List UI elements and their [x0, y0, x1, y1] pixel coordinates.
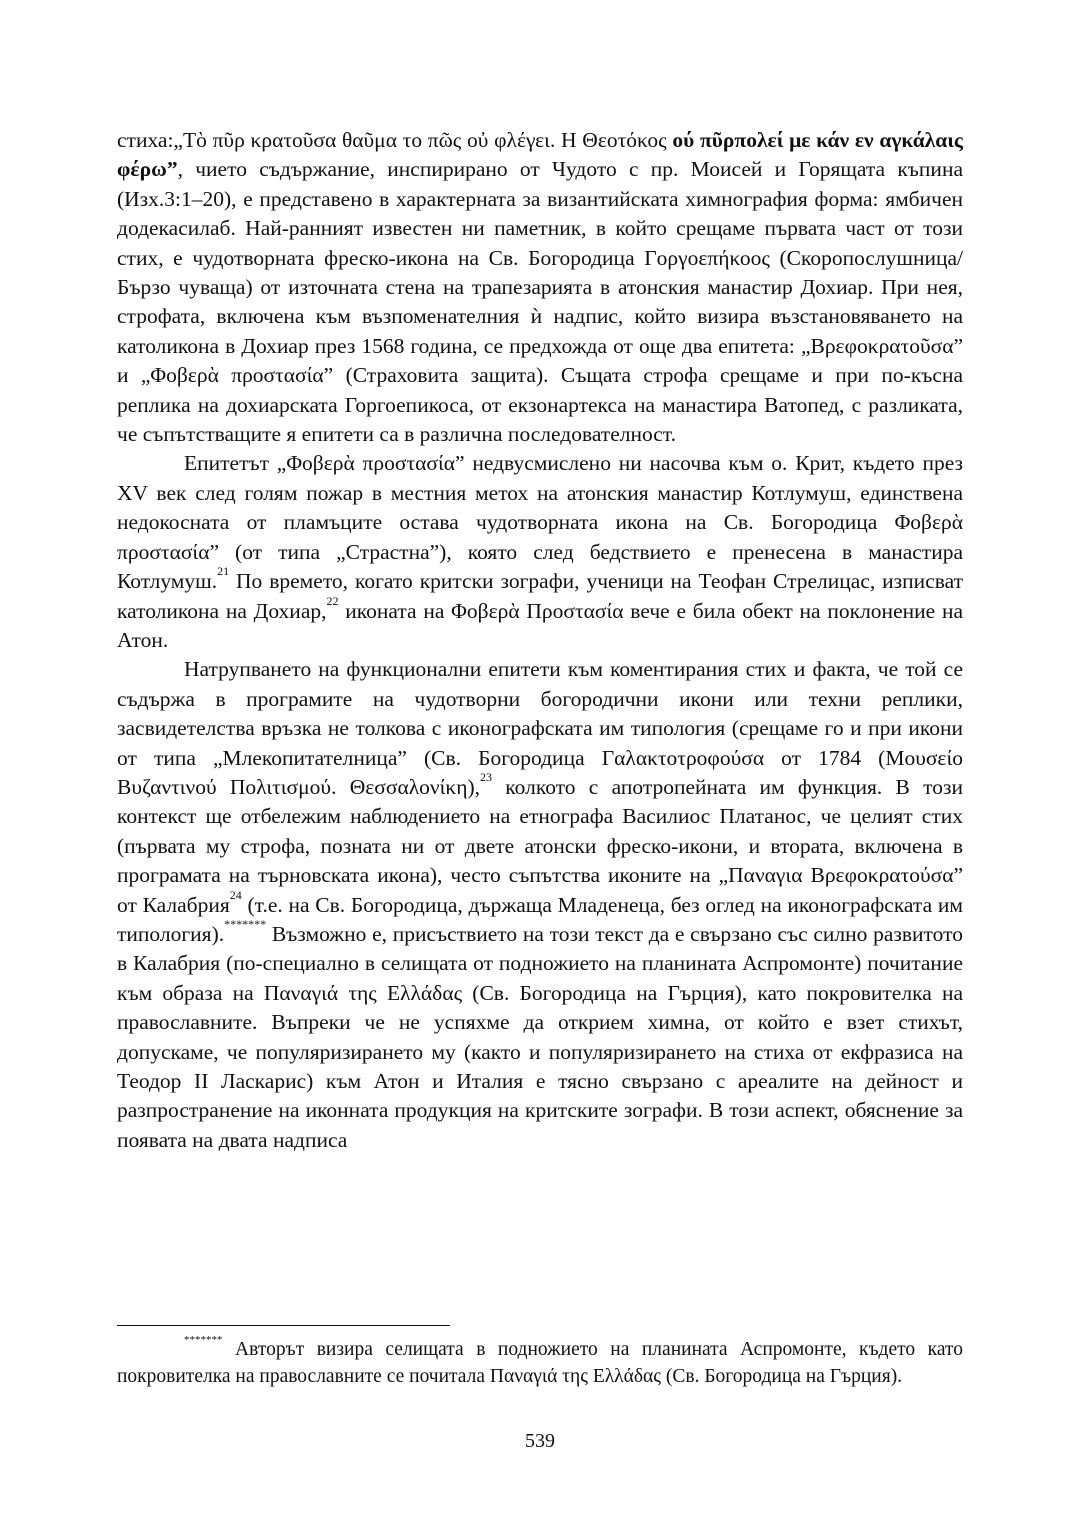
footnote-marker: ******* — [184, 1334, 223, 1346]
body-text — [117, 126, 963, 1155]
text-run: Натрупването на функционални епитети към коментирания стих и факта, че той се съдържа в програмите на чудотворни богородични икони или техни реплики, засвидетелства връзка не толкова с иконографската им типология (срещаме го и при икони от типа „Млекопитателница” (Св. Богородица Γαλακτοτροφούσα от 1784 (Μουσείο Βυζαντινού Πολιτισμού. Θεσσαλονίκη), — [117, 657, 963, 799]
footnote-reference: ******* — [224, 916, 267, 931]
text-run: Възможно е, присъствието на този текст да е свързано със силно развитото в Калабрия (по-специално в селищата от подножието на планината Аспромонте) почитание към образа на Παναγιά της Ελλάδας (Св. Богородица на Гърция), като покровителка на православните. Въпреки че не успяхме да открием химна, от който е взет стихът, допускаме, че популяризирането му (както и популяризирането на стиха от екфразиса на Теодор II Ласкарис) към Атон и Италия е тясно свързано с ареалите на дейност и разпространение на иконната продукция на критските зографи. В този аспект, обяснение за появата на двата надписа — [117, 921, 963, 1152]
footnote-text: Авторът визира селищата в подножието на планината Аспромонте, където като покровителка на православните се почитала Παναγιά της Ελλάδας (Св. Богородица на Гърция). — [117, 1339, 963, 1387]
page-number: 539 — [525, 1430, 555, 1452]
bold-greek-text: ού πῦρπολεί με κάν εν αγκάλαις φέρω” — [117, 128, 963, 182]
footnote-separator — [117, 1325, 450, 1326]
paragraph — [117, 655, 963, 1155]
text-run: колкото с апотропейната им функция. В този контекст ще отбележим наблюдението на етнографа Василиос Платанос, че целият стих (първата му строфа, позната ни от двете атонски фреско-икони, и втората, включена в програмата на търновската икона), често съпътства иконите на „Παναγια Βρεφοκρατούσα” от Калабрия — [117, 774, 963, 917]
footnote-reference: 23 — [480, 769, 493, 784]
footnote-reference: 21 — [217, 564, 230, 579]
text-run: Епитетът „Φοβερὰ προστασία” недвусмислено ни насочва към о. Крит, където през XV век след голям пожар в местния метох на атонския манастир Котлумуш, единствена недокосната от пламъците остава чудотворната икона на Св. Богородица Φοβερὰ προστασία” (от типа „Страстна”), която след бедствието е пренесена в манастира Котлумуш. — [117, 451, 963, 594]
footnote — [117, 1336, 963, 1390]
paragraph — [117, 126, 963, 449]
text-run: По времето, когато критски зографи, ученици на Теофан Стрелицас, изписват католикона на Дохиар, — [117, 569, 963, 623]
text-run: (т.е. на Св. Богородица, държаща Младенеца, без оглед на иконографската им типология). — [117, 892, 963, 946]
footnote-reference: 24 — [229, 887, 242, 902]
text-run: стиха:„Τὸ πῦρ κρατοῦσα θαῦμα το πῶς οὐ φλέγει. Η Θεοτόκος — [117, 128, 673, 152]
paragraph — [117, 449, 963, 655]
footnote-reference: 22 — [326, 593, 339, 608]
text-run: иконата на Φοβερὰ Προστασία вече е била обект на поклонение на Атон. — [117, 598, 963, 652]
text-run: , чието съдържание, инспирирано от Чудото с пр. Моисей и Горящата къпина (Изх.3:1–20), е представено в характерната за византийската химнография форма: ямбичен додекасилаб. Най-ранният известен ни паметник, в който срещаме първата част от този стих, е чудотворната фреско-икона на Св. Богородица Γοργοεπήκοος (Скоропослушница/ Бързо чуваща) от източната стена на трапезарията в атонския манастир Дохиар. При нея, строфата, включена към възпоменателния ѝ надпис, който визира възстановяването на католикона в Дохиар през 1568 година, се предхожда от още два епитета: „Βρεφοκρατοῦσα” и „Φοβερὰ προστασία” (Страховита защита). Същата строфа срещаме и при по-късна реплика на дохиарската Горгоепикоса, от екзонартекса на манастира Ватопед, с разликата, че съпътстващите я епитети са в различна последователност. — [117, 157, 963, 447]
